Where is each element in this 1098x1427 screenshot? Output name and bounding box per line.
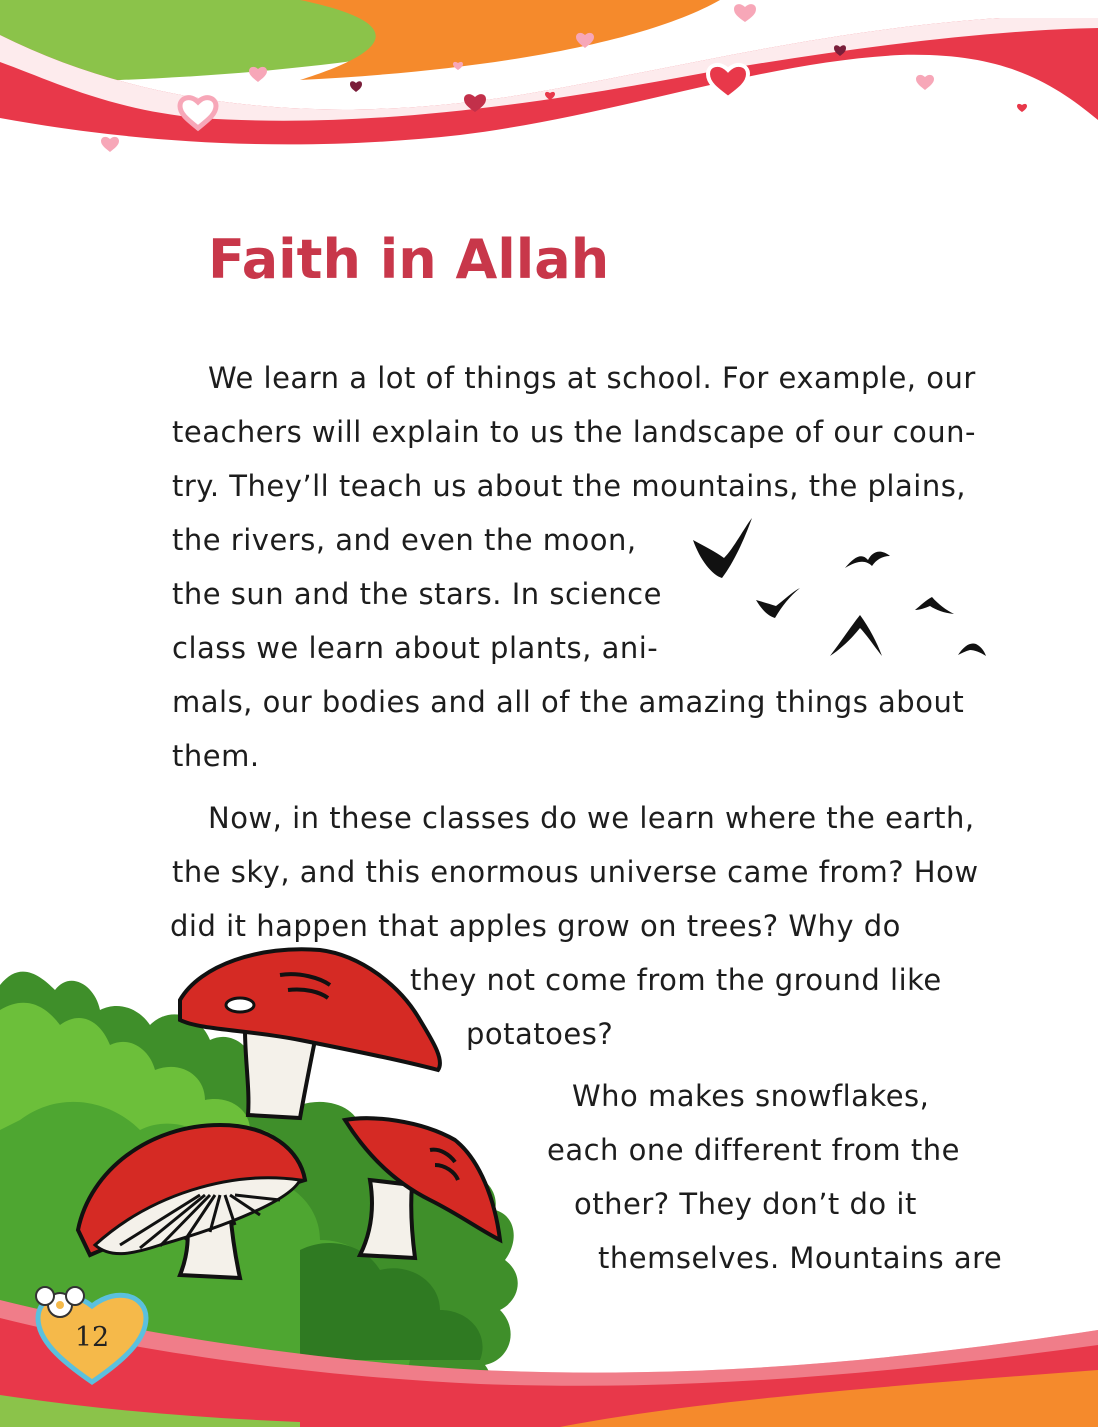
text-line: the sky, and this enormous universe came from? How (172, 855, 979, 889)
text-line: Who makes snowflakes, (572, 1079, 930, 1113)
bird-icon (693, 518, 986, 656)
text-line: them. (172, 739, 260, 773)
text-line: teachers will explain to us the landscape of our coun- (172, 415, 976, 449)
text-line: Now, in these classes do we learn where the earth, (208, 801, 975, 835)
text-line: themselves. Mountains are (598, 1241, 1003, 1275)
text-line: the sun and the stars. In science (172, 577, 662, 611)
text-line: mals, our bodies and all of the amazing things about (172, 685, 965, 719)
text-line: each one different from the (547, 1133, 960, 1167)
text-line: other? They don’t do it (574, 1187, 917, 1221)
text-line: potatoes? (466, 1017, 614, 1051)
text-line: they not come from the ground like (410, 963, 942, 997)
text-line: We learn a lot of things at school. For example, our (208, 361, 976, 395)
page-number: 12 (74, 1322, 110, 1353)
text-line: the rivers, and even the moon, (172, 523, 637, 557)
text-line: try. They’ll teach us about the mountains, the plains, (172, 469, 967, 503)
top-wave-band (0, 0, 1098, 144)
text-line: did it happen that apples grow on trees? Why do (170, 909, 901, 943)
text-line: class we learn about plants, ani- (172, 631, 659, 665)
page-title: Faith in Allah (208, 228, 610, 291)
